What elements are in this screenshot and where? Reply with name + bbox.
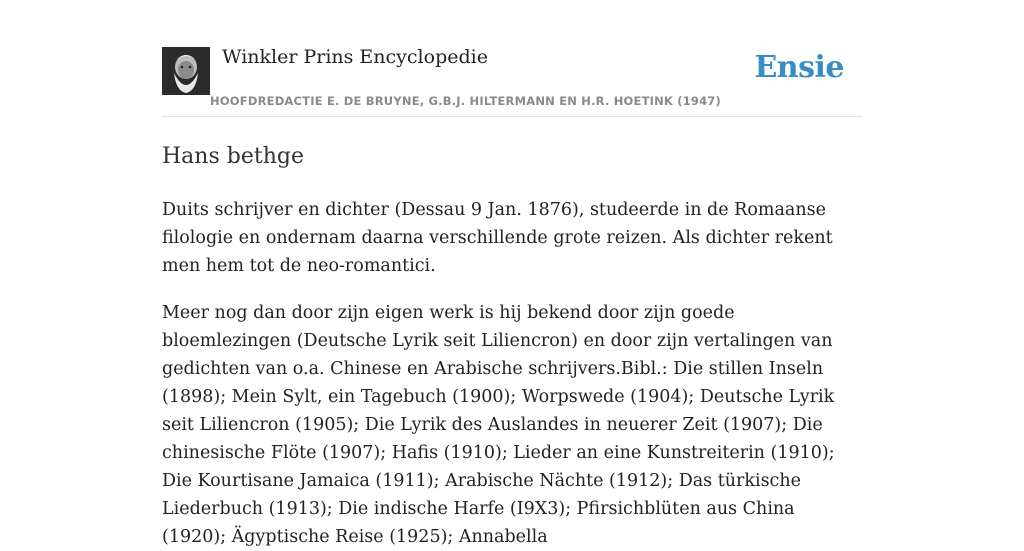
page-title: Hans bethge	[162, 144, 304, 169]
brand-logo[interactable]: Ensie	[754, 50, 844, 85]
article-paragraph: Meer nog dan door zijn eigen werk is hij bekend door zijn goede bloemlezingen (Deutsche Lyrik seit Liliencron) en door zijn vertalingen van gedichten van o.a. Chinese en Arabische schrijvers.Bibl.: Die stillen Inseln (1898); Mein Sylt, ein Tagebuch (1900); Worpswede (1904); Deutsche Lyrik seit Liliencron (1905); Die Lyrik des Auslandes in neuerer Zeit (1907); Die chinesische Flöte (1907); Hafis (1910); Lieder an eine Kunstreiterin (1910); Die Kourtisane Jamaica (1911); Arabische Nächte (1912); Das türkische Liederbuch (1913); Die indische Harfe (I9X3); Pfirsichblüten aus China (1920); Ägyptische Reise (1925); Annabella	[162, 303, 835, 547]
bearded-portrait-icon[interactable]	[162, 47, 210, 95]
editors-subtitle: HOOFDREDACTIE E. DE BRUYNE, G.B.J. HILTERMANN EN H.R. HOETINK (1947)	[210, 94, 721, 108]
article-paragraph: Duits schrijver en dichter (Dessau 9 Jan. 1876), studeerde in de Romaanse filologie en ondernam daarna verschillende grote reizen. Als dichter rekent men hem tot de neo-romantici.	[162, 200, 833, 276]
page-container	[162, 0, 862, 551]
site-header	[162, 0, 862, 117]
site-title[interactable]: Winkler Prins Encyclopedie	[222, 46, 488, 68]
